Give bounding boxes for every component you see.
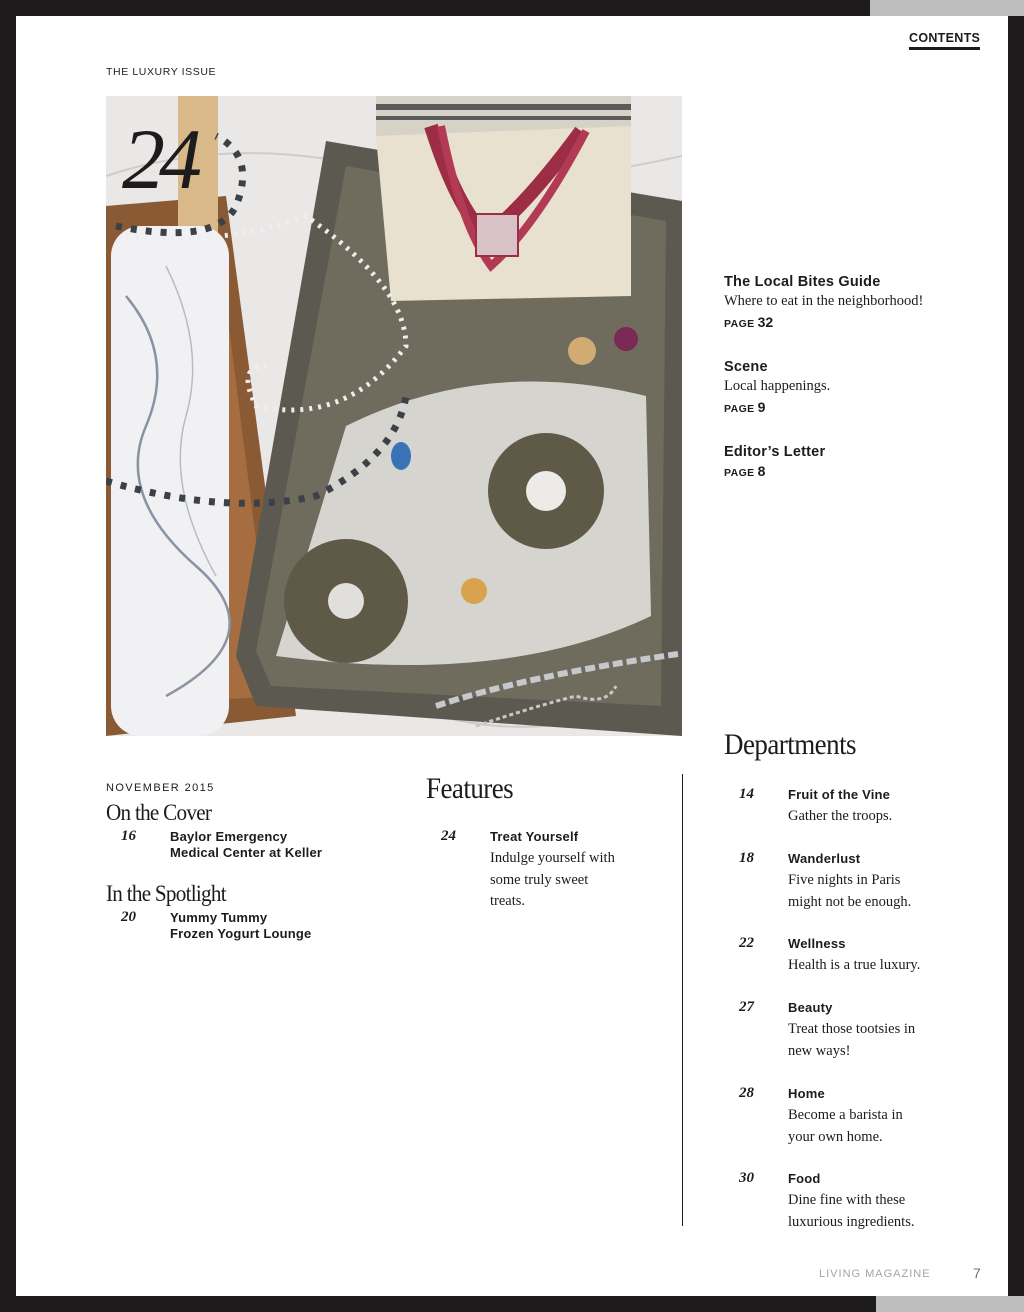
entry-desc-line2: luxurious ingredients. xyxy=(788,1213,915,1230)
page-label: PAGE xyxy=(724,403,755,415)
footer-magazine-name: LIVING MAGAZINE xyxy=(819,1268,931,1280)
toc-item-page xyxy=(724,399,954,417)
entry-title-line2: Medical Center at Keller xyxy=(170,845,323,860)
entry-number: 27 xyxy=(739,999,754,1015)
entry-title-line1: Yummy Tummy xyxy=(170,910,268,925)
entry-desc-line1: Five nights in Paris xyxy=(788,872,901,888)
entry-title: Food xyxy=(788,1171,821,1186)
entry-desc-line2: new ways! xyxy=(788,1042,851,1059)
entry-desc-line2: some truly sweet xyxy=(490,871,589,888)
dept-item-wellness[interactable] xyxy=(739,935,969,979)
dept-item-wanderlust[interactable] xyxy=(739,850,969,916)
entry-desc-line3: treats. xyxy=(490,893,526,909)
on-cover-entry[interactable] xyxy=(121,828,381,864)
page-number: 8 xyxy=(757,463,766,479)
issue-date: NOVEMBER 2015 xyxy=(106,782,215,794)
entry-title: Wanderlust xyxy=(788,851,861,866)
feature-item-treat-yourself[interactable] xyxy=(441,828,661,918)
bottom-accent-bar xyxy=(876,1296,1024,1312)
footer-page-number: 7 xyxy=(973,1265,981,1281)
entry-desc-line1: Health is a true luxury. xyxy=(788,957,921,973)
dept-item-food[interactable] xyxy=(739,1170,969,1236)
page-number: 9 xyxy=(757,399,766,415)
entry-desc-line2: might not be enough. xyxy=(788,893,912,910)
entry-number: 24 xyxy=(441,828,456,844)
cover-page-number: 24 xyxy=(122,111,196,207)
column-divider xyxy=(682,774,683,1226)
magazine-page xyxy=(16,16,1008,1296)
page-label: PAGE xyxy=(724,467,755,479)
page-number: 32 xyxy=(757,314,774,330)
entry-title-line1: Baylor Emergency xyxy=(170,829,288,844)
spotlight-heading: In the Spotlight xyxy=(106,881,226,906)
dept-item-beauty[interactable] xyxy=(739,999,969,1065)
entry-number: 16 xyxy=(121,828,136,844)
entry-number: 14 xyxy=(739,786,754,802)
entry-desc-line1: Indulge yourself with xyxy=(490,850,615,866)
entry-title: Beauty xyxy=(788,1000,833,1015)
entry-number: 22 xyxy=(739,935,754,951)
toc-item-desc: Where to eat in the neighborhood! xyxy=(724,293,924,309)
toc-item-editors-letter[interactable] xyxy=(724,444,954,481)
entry-desc-line1: Become a barista in xyxy=(788,1107,903,1123)
entry-desc-line2: your own home. xyxy=(788,1128,883,1145)
toc-item-page xyxy=(724,314,954,332)
toc-item-scene[interactable] xyxy=(724,359,954,417)
contents-label: CONTENTS xyxy=(909,31,980,50)
entry-number: 30 xyxy=(739,1170,754,1186)
toc-item-title: Editor’s Letter xyxy=(724,444,826,460)
toc-item-local-bites[interactable] xyxy=(724,274,954,332)
on-cover-heading: On the Cover xyxy=(106,800,212,825)
features-heading: Features xyxy=(426,772,514,805)
toc-item-title: Scene xyxy=(724,359,768,375)
dept-item-fruit-of-the-vine[interactable] xyxy=(739,786,969,830)
departments-heading: Departments xyxy=(724,728,857,761)
entry-title: Fruit of the Vine xyxy=(788,787,891,802)
entry-title: Wellness xyxy=(788,936,846,951)
entry-title-line2: Frozen Yogurt Lounge xyxy=(170,926,312,941)
page-label: PAGE xyxy=(724,318,755,330)
spotlight-entry[interactable] xyxy=(121,909,381,945)
top-accent-bar xyxy=(870,0,1024,16)
entry-desc-line1: Dine fine with these xyxy=(788,1192,906,1208)
toc-item-title: The Local Bites Guide xyxy=(724,274,881,290)
entry-title: Treat Yourself xyxy=(490,829,579,844)
entry-desc-line1: Gather the troops. xyxy=(788,808,893,824)
entry-title: Home xyxy=(788,1086,825,1101)
entry-desc-line1: Treat those tootsies in xyxy=(788,1021,916,1037)
toc-item-page xyxy=(724,463,954,481)
dept-item-home[interactable] xyxy=(739,1085,969,1151)
toc-item-desc: Local happenings. xyxy=(724,378,831,394)
entry-number: 18 xyxy=(739,850,754,866)
issue-label: THE LUXURY ISSUE xyxy=(106,66,217,78)
entry-number: 28 xyxy=(739,1085,754,1101)
entry-number: 20 xyxy=(121,909,136,925)
